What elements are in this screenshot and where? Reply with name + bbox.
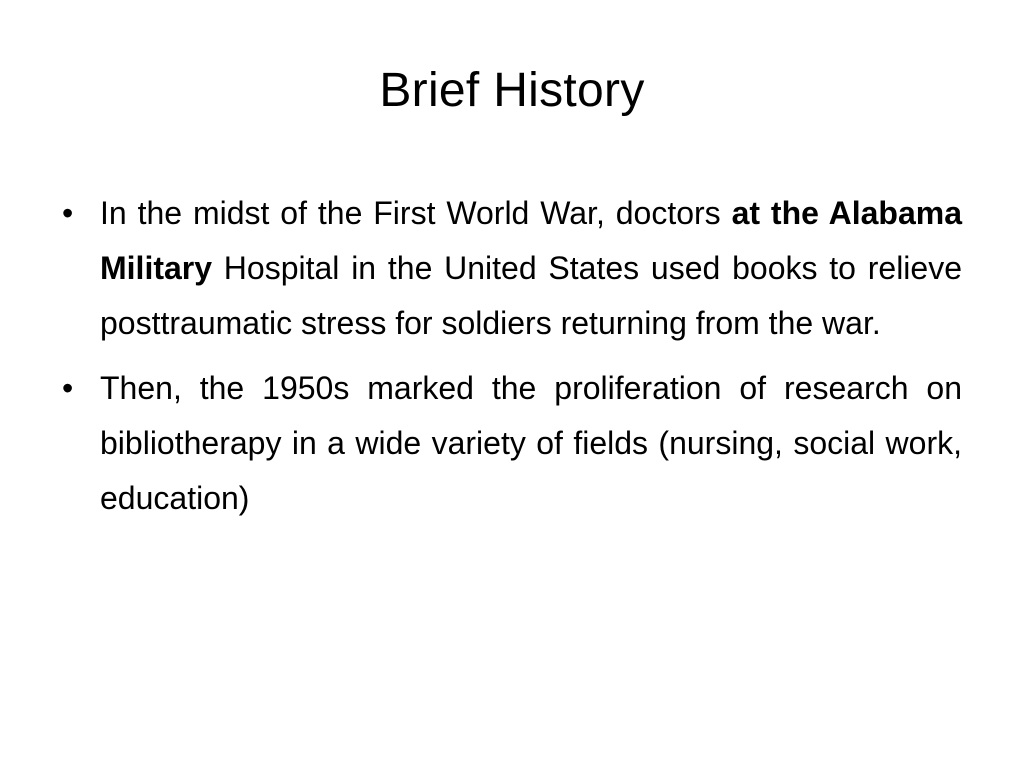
bullet-text: Hospital in the United States used books to relieve posttraumatic stress for soldiers returning from the war.: [100, 250, 962, 341]
bullet-text-bold: at the Alabama Military: [100, 195, 963, 286]
bullet-icon: •: [62, 195, 74, 231]
bullet-item: [62, 186, 962, 351]
bullet-list: [62, 186, 962, 536]
bullet-icon: •: [62, 370, 74, 406]
bullet-text: In the midst of the First World War, doctors: [100, 195, 732, 231]
bullet-text: Then, the 1950s marked the proliferation of research on bibliotherapy in a wide variety of fields (nursing, social work, education): [100, 370, 962, 516]
slide-title: Brief History: [379, 64, 645, 117]
bullet-item: [62, 361, 962, 526]
